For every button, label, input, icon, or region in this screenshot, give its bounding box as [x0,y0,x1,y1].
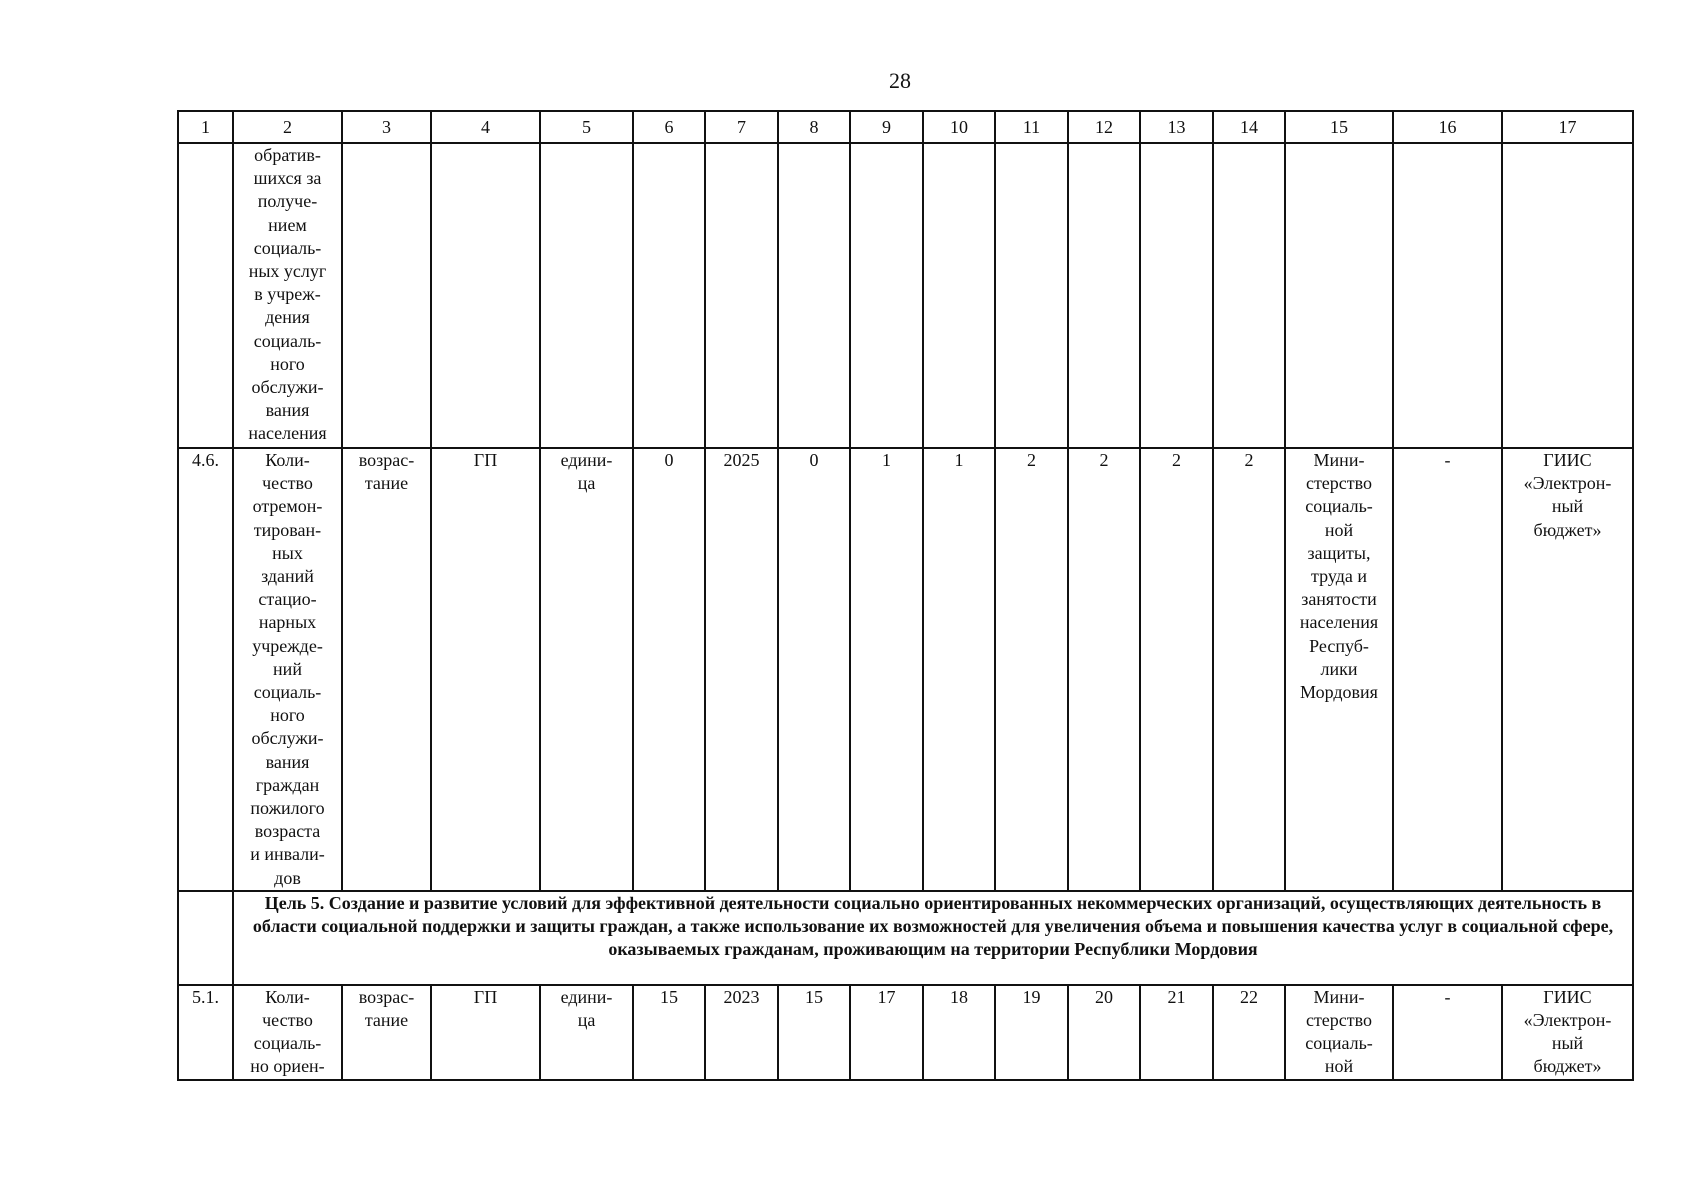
table-cell [923,143,995,448]
indicator-name-cell: Коли- чество социаль- но ориен- [233,985,342,1080]
value-cell: 19 [995,985,1068,1080]
goal-5-row [178,891,1633,985]
table-cell [342,143,431,448]
value-cell: 2 [1068,448,1140,891]
header-cell: 17 [1502,111,1633,143]
header-cell: 16 [1393,111,1502,143]
unit-cell: едини- ца [540,985,633,1080]
row-number-cell: 4.6. [178,448,233,891]
value-cell: 15 [778,985,850,1080]
row-number-cell: 5.1. [178,985,233,1080]
table-cell [778,143,850,448]
table-cell [1285,143,1393,448]
unit-cell: едини- ца [540,448,633,891]
table-cell: - [1393,448,1502,891]
table-row-4-6 [178,448,1633,891]
table-cell [1393,143,1502,448]
value-cell: 2 [1213,448,1285,891]
base-year-cell: 2023 [705,985,778,1080]
value-cell: 1 [850,448,923,891]
header-cell: 9 [850,111,923,143]
table-cell [633,143,705,448]
header-cell: 8 [778,111,850,143]
header-cell: 4 [431,111,540,143]
value-cell: 22 [1213,985,1285,1080]
header-cell: 3 [342,111,431,143]
header-cell: 12 [1068,111,1140,143]
table-row-5-1 [178,985,1633,1080]
value-cell: 17 [850,985,923,1080]
table-cell: - [1393,985,1502,1080]
header-cell: 7 [705,111,778,143]
value-cell: 2 [995,448,1068,891]
trend-cell: возрас- тание [342,985,431,1080]
table-row-continuation [178,143,1633,448]
responsible-cell: Мини- стерство социаль- ной защиты, труда и занятости населения Респуб- лики Мордовия [1285,448,1393,891]
table-cell [705,143,778,448]
header-cell: 10 [923,111,995,143]
table-cell [850,143,923,448]
header-cell: 15 [1285,111,1393,143]
page-number: 28 [889,68,911,93]
table-cell [540,143,633,448]
table-cell [1502,143,1633,448]
info-system-cell: ГИИС «Электрон- ный бюджет» [1502,448,1633,891]
value-cell: 0 [778,448,850,891]
header-cell: 13 [1140,111,1213,143]
table-cell [1140,143,1213,448]
header-cell: 11 [995,111,1068,143]
table-cell [1213,143,1285,448]
table-cell [178,143,233,448]
base-year-cell: 2025 [705,448,778,891]
value-cell: 2 [1140,448,1213,891]
indicator-name-cell: обратив- шихся за получе- нием социаль- ных услуг в учреж- дения социаль- ного обслужи- вания населения [233,143,342,448]
value-cell: 21 [1140,985,1213,1080]
table-cell [1068,143,1140,448]
base-value-cell: 15 [633,985,705,1080]
value-cell: 1 [923,448,995,891]
info-system-cell: ГИИС «Электрон- ный бюджет» [1502,985,1633,1080]
header-cell: 5 [540,111,633,143]
column-number-header-row [178,111,1633,143]
value-cell: 18 [923,985,995,1080]
header-cell: 2 [233,111,342,143]
responsible-cell: Мини- стерство социаль- ной [1285,985,1393,1080]
header-cell: 6 [633,111,705,143]
table-cell [431,143,540,448]
table-cell [178,891,233,985]
indicators-table [177,110,1634,1081]
goal-5-heading: Цель 5. Создание и развитие условий для эффективной деятельности социально ориентированных некоммерческих организаций, осуществляющих деятельность в области социальной поддержки и защиты граждан, а также использование их возможностей для увеличения объема и повышения качества услуг в социальной сфере, оказываемых гражданам, проживающим на территории Республики Мордовия [233,891,1633,985]
value-cell: 20 [1068,985,1140,1080]
level-cell: ГП [431,985,540,1080]
base-value-cell: 0 [633,448,705,891]
level-cell: ГП [431,448,540,891]
trend-cell: возрас- тание [342,448,431,891]
table-cell [995,143,1068,448]
indicator-name-cell: Коли- чество отремон- тирован- ных зданий стацио- нарных учрежде- ний социаль- ного обслужи- вания граждан пожилого возраста и инвали- дов [233,448,342,891]
header-cell: 14 [1213,111,1285,143]
header-cell: 1 [178,111,233,143]
